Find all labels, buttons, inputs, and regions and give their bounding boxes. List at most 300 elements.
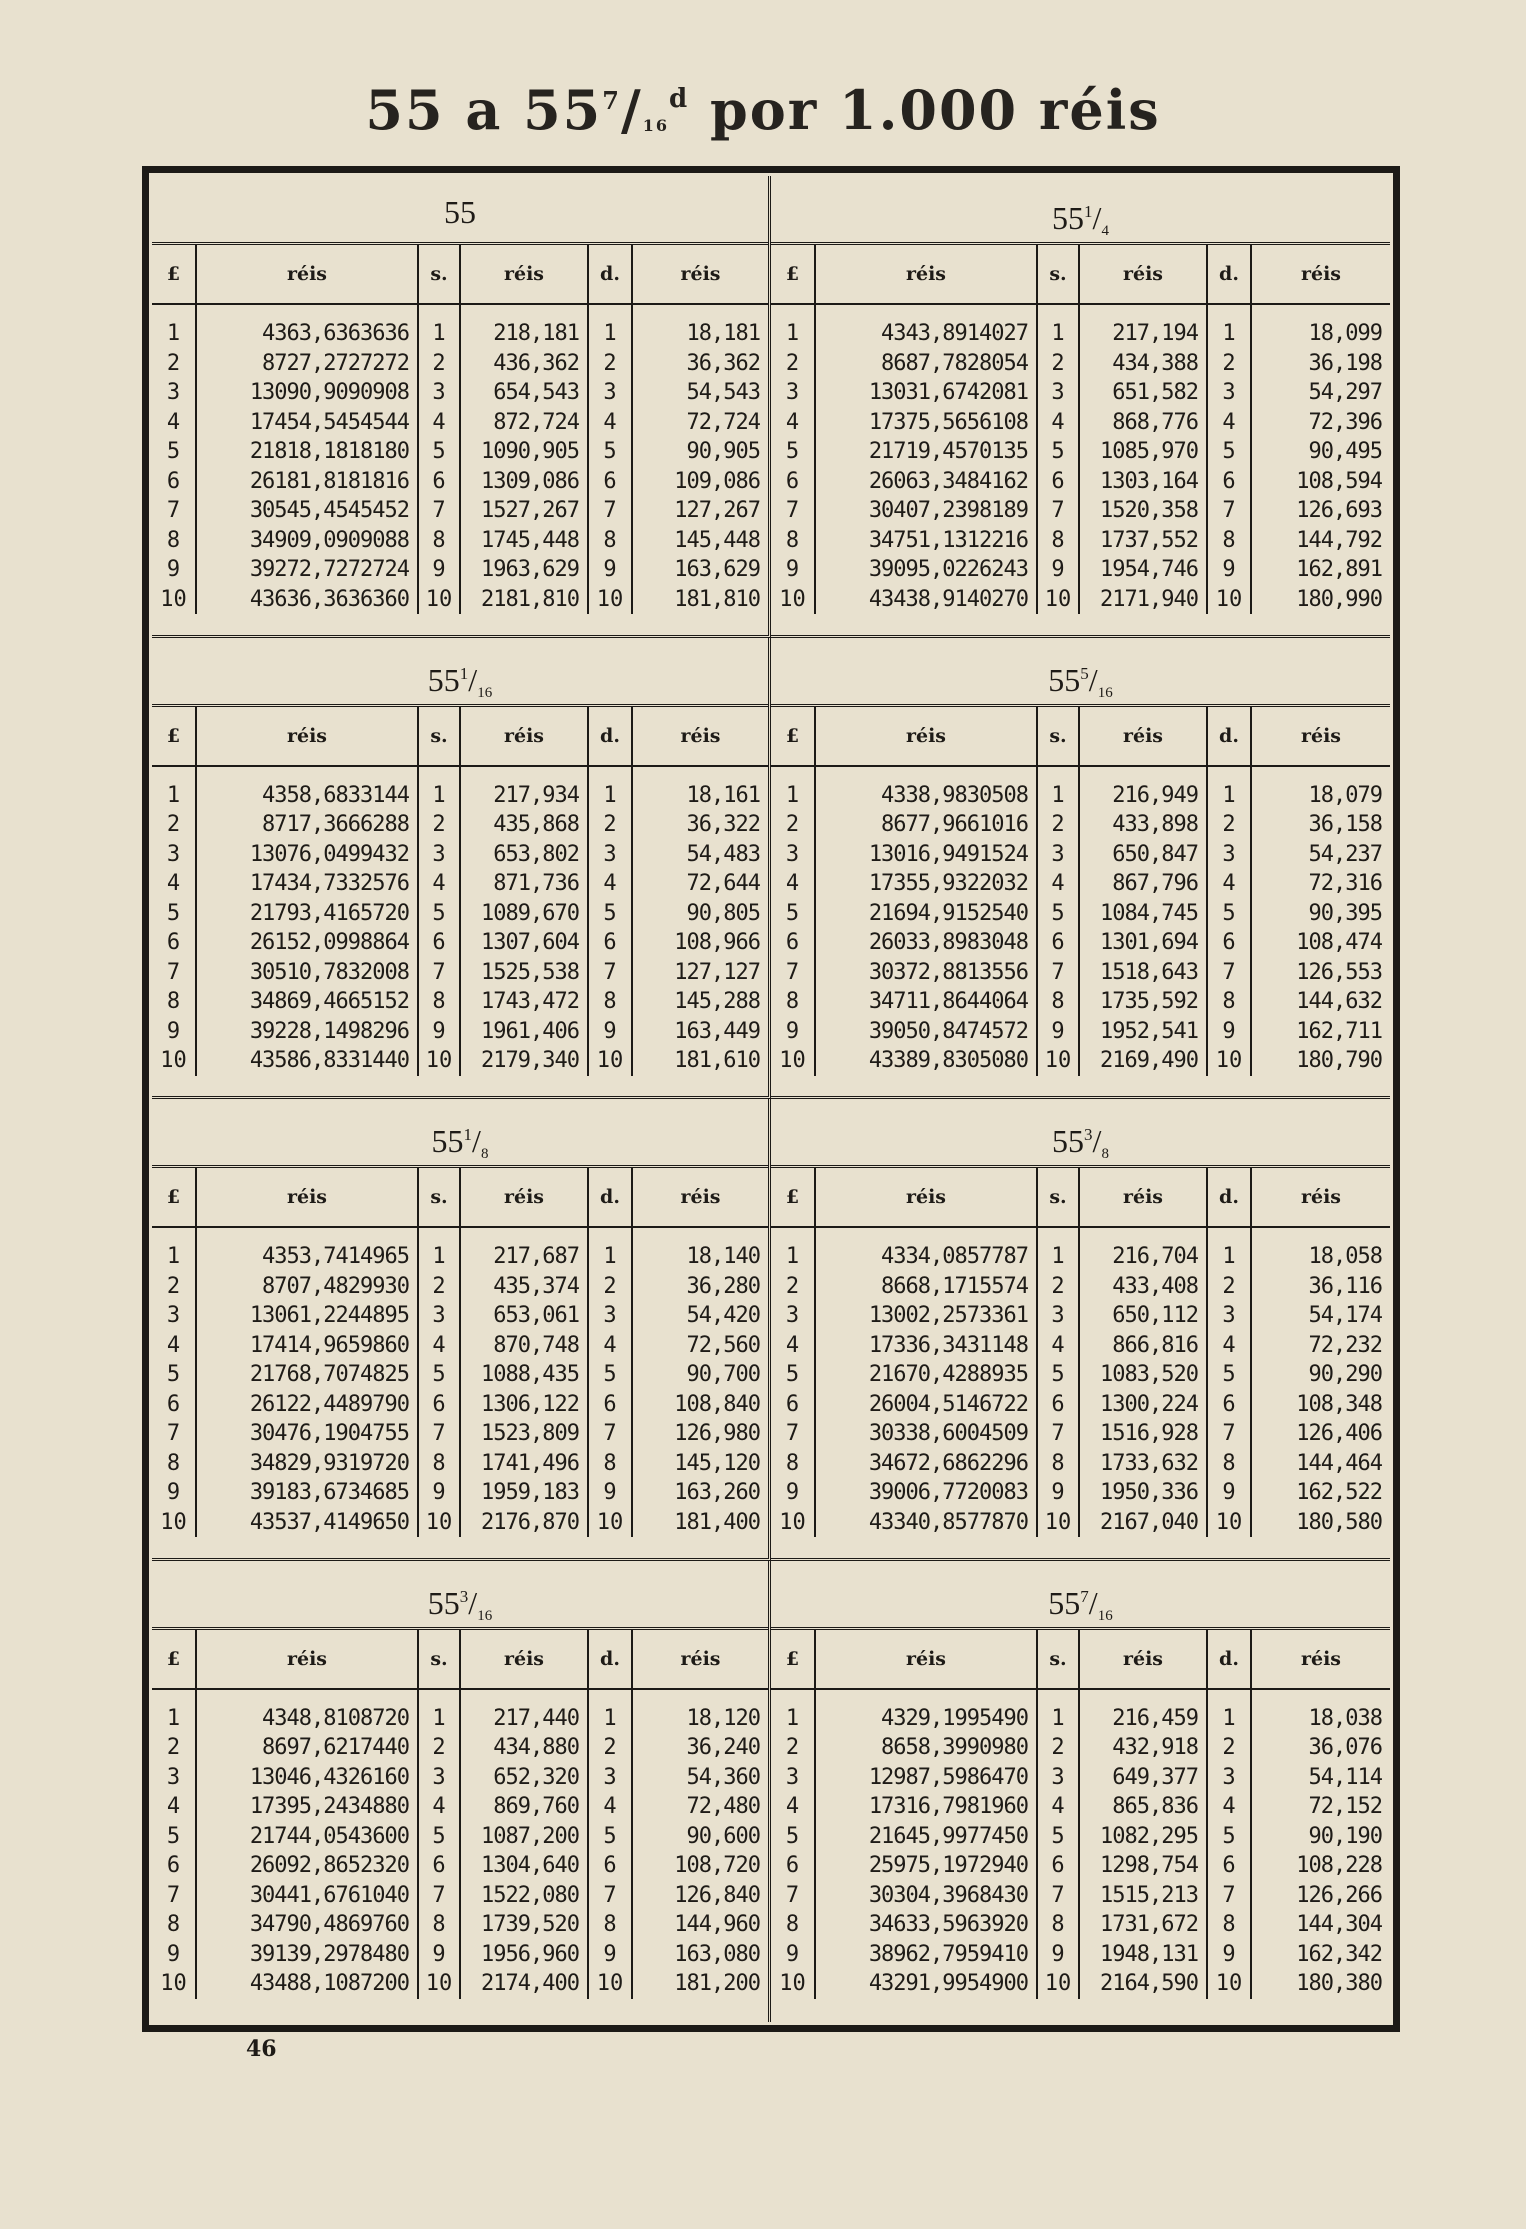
column-header: réis bbox=[1079, 245, 1207, 304]
value-cell: 1739,520 bbox=[460, 1910, 588, 1940]
table-row bbox=[771, 1733, 1390, 1763]
unit-cell: 1 bbox=[1207, 1689, 1251, 1734]
unit-cell: 7 bbox=[1207, 958, 1251, 988]
value-cell: 1741,496 bbox=[460, 1449, 588, 1479]
unit-cell: 10 bbox=[588, 585, 632, 615]
table-row bbox=[771, 349, 1390, 379]
value-cell: 867,796 bbox=[1079, 869, 1207, 899]
column-header: d. bbox=[1207, 1630, 1251, 1689]
unit-cell: 8 bbox=[1037, 1910, 1079, 1940]
value-cell: 1515,213 bbox=[1079, 1881, 1207, 1911]
column-header: d. bbox=[1207, 1168, 1251, 1227]
table-header-row bbox=[152, 245, 768, 304]
value-cell: 162,891 bbox=[1296, 557, 1382, 582]
value-cell: 868,776 bbox=[1079, 408, 1207, 438]
unit-cell: 6 bbox=[771, 1851, 815, 1881]
value-cell: 1952,541 bbox=[1079, 1017, 1207, 1047]
unit-cell: 7 bbox=[1037, 1419, 1079, 1449]
value-cell: 1959,183 bbox=[460, 1478, 588, 1508]
value-cell: 145,120 bbox=[674, 1450, 760, 1476]
unit-cell: 5 bbox=[588, 1360, 632, 1390]
value-cell: 18,181 bbox=[686, 321, 760, 346]
value-cell: 26181,8181816 bbox=[196, 467, 418, 497]
unit-cell: 10 bbox=[418, 1508, 460, 1538]
table-row bbox=[771, 1227, 1390, 1272]
unit-cell: 1 bbox=[588, 1689, 632, 1734]
value-cell: 866,816 bbox=[1079, 1331, 1207, 1361]
value-cell: 26122,4489790 bbox=[196, 1390, 418, 1420]
rate-table bbox=[152, 1099, 771, 1561]
column-header: réis bbox=[196, 1168, 418, 1227]
unit-cell: 6 bbox=[152, 928, 196, 958]
value-cell: 2181,810 bbox=[460, 585, 588, 615]
value-cell: 144,632 bbox=[1296, 989, 1382, 1014]
unit-cell: 8 bbox=[418, 1910, 460, 1940]
value-cell: 4348,8108720 bbox=[196, 1689, 418, 1734]
value-cell: 654,543 bbox=[460, 378, 588, 408]
value-cell: 26152,0998864 bbox=[196, 928, 418, 958]
unit-cell: 6 bbox=[1037, 1851, 1079, 1881]
value-cell: 36,076 bbox=[1308, 1735, 1382, 1760]
value-cell: 2174,400 bbox=[460, 1969, 588, 1999]
value-cell: 54,237 bbox=[1308, 841, 1382, 867]
unit-cell: 8 bbox=[152, 1449, 196, 1479]
unit-cell: 4 bbox=[152, 1331, 196, 1361]
value-cell: 181,610 bbox=[674, 1048, 760, 1073]
table-row bbox=[771, 467, 1390, 497]
table-row bbox=[152, 1910, 768, 1940]
unit-cell: 10 bbox=[152, 1969, 196, 1999]
value-cell: 13002,2573361 bbox=[815, 1301, 1037, 1331]
unit-cell: 8 bbox=[152, 987, 196, 1017]
value-cell: 4343,8914027 bbox=[815, 304, 1037, 349]
unit-cell: 4 bbox=[588, 1331, 632, 1361]
unit-cell: 3 bbox=[152, 378, 196, 408]
value-cell: 17375,5656108 bbox=[815, 408, 1037, 438]
unit-cell: 4 bbox=[1207, 1792, 1251, 1822]
rate-data-table bbox=[152, 1630, 768, 1999]
value-cell: 17414,9659860 bbox=[196, 1331, 418, 1361]
table-row bbox=[771, 1940, 1390, 1970]
value-cell: 43586,8331440 bbox=[196, 1046, 418, 1076]
table-row bbox=[771, 1331, 1390, 1361]
value-cell: 1298,754 bbox=[1079, 1851, 1207, 1881]
column-header: réis bbox=[632, 707, 768, 766]
value-cell: 72,316 bbox=[1308, 871, 1382, 896]
table-row bbox=[771, 1272, 1390, 1302]
unit-cell: 5 bbox=[1207, 1360, 1251, 1390]
unit-cell: 6 bbox=[418, 928, 460, 958]
value-cell: 30510,7832008 bbox=[196, 958, 418, 988]
value-cell: 30545,4545452 bbox=[196, 496, 418, 526]
value-cell: 39095,0226243 bbox=[815, 555, 1037, 585]
unit-cell: 4 bbox=[771, 869, 815, 899]
value-cell: 8727,2727272 bbox=[196, 349, 418, 379]
unit-cell: 5 bbox=[771, 899, 815, 929]
rate-whole: 55 bbox=[427, 661, 460, 698]
value-cell: 72,396 bbox=[1308, 409, 1382, 435]
unit-cell: 7 bbox=[152, 1419, 196, 1449]
unit-cell: 3 bbox=[771, 378, 815, 408]
unit-cell: 8 bbox=[588, 1449, 632, 1479]
unit-cell: 6 bbox=[152, 1851, 196, 1881]
table-row bbox=[771, 987, 1390, 1017]
value-cell: 43291,9954900 bbox=[815, 1969, 1037, 1999]
unit-cell: 1 bbox=[152, 766, 196, 811]
value-cell: 127,127 bbox=[674, 959, 760, 985]
value-cell: 18,140 bbox=[686, 1244, 760, 1269]
value-cell: 162,342 bbox=[1296, 1941, 1382, 1967]
column-header: d. bbox=[588, 1168, 632, 1227]
column-header: s. bbox=[1037, 707, 1079, 766]
table-row bbox=[152, 1419, 768, 1449]
unit-cell: 2 bbox=[418, 810, 460, 840]
value-cell: 38962,7959410 bbox=[815, 1940, 1037, 1970]
unit-cell: 6 bbox=[152, 467, 196, 497]
unit-cell: 8 bbox=[1037, 526, 1079, 556]
unit-cell: 7 bbox=[1207, 1881, 1251, 1911]
unit-cell: 2 bbox=[418, 349, 460, 379]
unit-cell: 6 bbox=[588, 928, 632, 958]
rate-fraction-numerator: 1 bbox=[1084, 202, 1093, 221]
column-header: s. bbox=[1037, 1630, 1079, 1689]
unit-cell: 9 bbox=[418, 1940, 460, 1970]
table-row bbox=[152, 378, 768, 408]
unit-cell: 3 bbox=[1207, 840, 1251, 870]
value-cell: 39228,1498296 bbox=[196, 1017, 418, 1047]
table-row bbox=[771, 1046, 1390, 1076]
value-cell: 90,395 bbox=[1308, 900, 1382, 926]
unit-cell: 2 bbox=[588, 1272, 632, 1302]
value-cell: 433,408 bbox=[1079, 1272, 1207, 1302]
value-cell: 2171,940 bbox=[1079, 585, 1207, 615]
table-row bbox=[152, 1227, 768, 1272]
unit-cell: 3 bbox=[588, 378, 632, 408]
unit-cell: 1 bbox=[1207, 304, 1251, 349]
rate-fraction-denominator: 4 bbox=[1101, 223, 1109, 239]
unit-cell: 1 bbox=[771, 1227, 815, 1272]
value-cell: 144,304 bbox=[1296, 1912, 1382, 1937]
value-cell: 43389,8305080 bbox=[815, 1046, 1037, 1076]
rate-table-heading: $55^3/_{16}$ bbox=[152, 1561, 768, 1630]
table-row bbox=[771, 1910, 1390, 1940]
value-cell: 21768,7074825 bbox=[196, 1360, 418, 1390]
rate-fraction-denominator: 16 bbox=[1097, 684, 1113, 701]
rate-table-heading: $55^5/_{16}$ bbox=[771, 638, 1390, 707]
column-header: réis bbox=[815, 1630, 1037, 1689]
unit-cell: 9 bbox=[152, 1017, 196, 1047]
rate-whole: 55 bbox=[1048, 661, 1081, 698]
value-cell: 869,760 bbox=[460, 1792, 588, 1822]
value-cell: 4338,9830508 bbox=[815, 766, 1037, 811]
table-row bbox=[152, 869, 768, 899]
value-cell: 26063,3484162 bbox=[815, 467, 1037, 497]
value-cell: 1525,538 bbox=[460, 958, 588, 988]
value-cell: 21818,1818180 bbox=[196, 437, 418, 467]
value-cell: 17454,5454544 bbox=[196, 408, 418, 438]
unit-cell: 10 bbox=[418, 1969, 460, 1999]
unit-cell: 5 bbox=[152, 1360, 196, 1390]
unit-cell: 3 bbox=[588, 1301, 632, 1331]
value-cell: 1954,746 bbox=[1079, 555, 1207, 585]
rate-table bbox=[771, 176, 1390, 638]
value-cell: 26092,8652320 bbox=[196, 1851, 418, 1881]
unit-cell: 7 bbox=[152, 1881, 196, 1911]
value-cell: 216,949 bbox=[1079, 766, 1207, 811]
title-main: 55 a 55 bbox=[365, 78, 603, 142]
unit-cell: 1 bbox=[152, 1689, 196, 1734]
unit-cell: 8 bbox=[1207, 987, 1251, 1017]
table-row bbox=[771, 437, 1390, 467]
unit-cell: 5 bbox=[418, 1822, 460, 1852]
value-cell: 34869,4665152 bbox=[196, 987, 418, 1017]
value-cell: 126,266 bbox=[1296, 1882, 1382, 1908]
table-row bbox=[152, 958, 768, 988]
unit-cell: 6 bbox=[1207, 467, 1251, 497]
table-row bbox=[152, 496, 768, 526]
unit-cell: 10 bbox=[1037, 1969, 1079, 1999]
unit-cell: 2 bbox=[152, 810, 196, 840]
unit-cell: 4 bbox=[771, 408, 815, 438]
unit-cell: 6 bbox=[1207, 1851, 1251, 1881]
value-cell: 2179,340 bbox=[460, 1046, 588, 1076]
unit-cell: 9 bbox=[771, 1017, 815, 1047]
value-cell: 163,629 bbox=[674, 557, 760, 582]
unit-cell: 8 bbox=[418, 987, 460, 1017]
value-cell: 39006,7720083 bbox=[815, 1478, 1037, 1508]
value-cell: 1516,928 bbox=[1079, 1419, 1207, 1449]
table-header-row bbox=[152, 1168, 768, 1227]
unit-cell: 1 bbox=[1207, 1227, 1251, 1272]
title-tail: por 1.000 réis bbox=[709, 78, 1161, 142]
unit-cell: 3 bbox=[1207, 1301, 1251, 1331]
unit-cell: 8 bbox=[152, 526, 196, 556]
unit-cell: 5 bbox=[152, 899, 196, 929]
unit-cell: 7 bbox=[588, 496, 632, 526]
unit-cell: 4 bbox=[1037, 1792, 1079, 1822]
unit-cell: 8 bbox=[1207, 1910, 1251, 1940]
unit-cell: 7 bbox=[588, 958, 632, 988]
table-row bbox=[771, 1301, 1390, 1331]
unit-cell: 9 bbox=[418, 1478, 460, 1508]
rate-whole: 55 bbox=[1052, 200, 1085, 236]
table-row bbox=[771, 810, 1390, 840]
value-cell: 8707,4829930 bbox=[196, 1272, 418, 1302]
value-cell: 26004,5146722 bbox=[815, 1390, 1037, 1420]
value-cell: 216,704 bbox=[1079, 1227, 1207, 1272]
unit-cell: 9 bbox=[1207, 1940, 1251, 1970]
unit-cell: 6 bbox=[588, 1390, 632, 1420]
unit-cell: 4 bbox=[588, 408, 632, 438]
value-cell: 43438,9140270 bbox=[815, 585, 1037, 615]
value-cell: 13031,6742081 bbox=[815, 378, 1037, 408]
table-row bbox=[771, 899, 1390, 929]
value-cell: 54,483 bbox=[686, 841, 760, 867]
unit-cell: 9 bbox=[588, 1940, 632, 1970]
unit-cell: 3 bbox=[771, 840, 815, 870]
value-cell: 21694,9152540 bbox=[815, 899, 1037, 929]
value-cell: 90,700 bbox=[686, 1362, 760, 1387]
unit-cell: 4 bbox=[152, 869, 196, 899]
unit-cell: 9 bbox=[418, 555, 460, 585]
unit-cell: 2 bbox=[418, 1733, 460, 1763]
rate-table-heading: $55^7/_{16}$ bbox=[771, 1561, 1390, 1630]
table-row bbox=[152, 585, 768, 615]
unit-cell: 1 bbox=[588, 304, 632, 349]
rate-table bbox=[152, 1561, 771, 2023]
value-cell: 36,240 bbox=[686, 1735, 760, 1760]
unit-cell: 5 bbox=[588, 437, 632, 467]
unit-cell: 2 bbox=[771, 1733, 815, 1763]
unit-cell: 5 bbox=[771, 1822, 815, 1852]
unit-cell: 5 bbox=[1037, 437, 1079, 467]
column-header: réis bbox=[1079, 1630, 1207, 1689]
column-header: réis bbox=[632, 1168, 768, 1227]
unit-cell: 10 bbox=[588, 1969, 632, 1999]
value-cell: 181,200 bbox=[674, 1971, 760, 1996]
unit-cell: 9 bbox=[1207, 555, 1251, 585]
value-cell: 36,362 bbox=[686, 350, 760, 376]
unit-cell: 4 bbox=[588, 869, 632, 899]
table-header-row bbox=[771, 707, 1390, 766]
value-cell: 1950,336 bbox=[1079, 1478, 1207, 1508]
value-cell: 180,790 bbox=[1296, 1048, 1382, 1073]
value-cell: 108,228 bbox=[1296, 1853, 1382, 1878]
column-header: réis bbox=[632, 1630, 768, 1689]
value-cell: 39183,6734685 bbox=[196, 1478, 418, 1508]
unit-cell: 2 bbox=[152, 349, 196, 379]
value-cell: 17395,2434880 bbox=[196, 1792, 418, 1822]
value-cell: 13090,9090908 bbox=[196, 378, 418, 408]
value-cell: 72,152 bbox=[1308, 1794, 1382, 1819]
table-row bbox=[152, 1851, 768, 1881]
value-cell: 21645,9977450 bbox=[815, 1822, 1037, 1852]
value-cell: 90,495 bbox=[1308, 439, 1382, 464]
column-header: réis bbox=[1251, 245, 1390, 304]
rate-fraction-numerator: 7 bbox=[1080, 1586, 1089, 1606]
unit-cell: 4 bbox=[771, 1331, 815, 1361]
unit-cell: 10 bbox=[152, 585, 196, 615]
value-cell: 54,360 bbox=[686, 1764, 760, 1790]
unit-cell: 8 bbox=[588, 526, 632, 556]
value-cell: 21744,0543600 bbox=[196, 1822, 418, 1852]
value-cell: 39139,2978480 bbox=[196, 1940, 418, 1970]
unit-cell: 10 bbox=[1207, 585, 1251, 615]
table-header-row bbox=[152, 1630, 768, 1689]
value-cell: 1087,200 bbox=[460, 1822, 588, 1852]
column-header: £ bbox=[771, 707, 815, 766]
unit-cell: 1 bbox=[418, 1227, 460, 1272]
unit-cell: 1 bbox=[771, 1689, 815, 1734]
unit-cell: 7 bbox=[418, 1881, 460, 1911]
unit-cell: 4 bbox=[418, 869, 460, 899]
value-cell: 30441,6761040 bbox=[196, 1881, 418, 1911]
unit-cell: 9 bbox=[1207, 1017, 1251, 1047]
value-cell: 72,480 bbox=[686, 1794, 760, 1819]
column-header: £ bbox=[771, 245, 815, 304]
unit-cell: 9 bbox=[1037, 555, 1079, 585]
value-cell: 18,079 bbox=[1308, 782, 1382, 808]
unit-cell: 3 bbox=[588, 1763, 632, 1793]
column-header: réis bbox=[460, 245, 588, 304]
table-row bbox=[152, 1360, 768, 1390]
rate-table-heading bbox=[152, 176, 768, 245]
unit-cell: 6 bbox=[1037, 928, 1079, 958]
unit-cell: 8 bbox=[418, 1449, 460, 1479]
unit-cell: 9 bbox=[1037, 1478, 1079, 1508]
unit-cell: 3 bbox=[1037, 1301, 1079, 1331]
value-cell: 8658,3990980 bbox=[815, 1733, 1037, 1763]
column-header: réis bbox=[815, 707, 1037, 766]
rate-data-table bbox=[771, 707, 1390, 1076]
value-cell: 17316,7981960 bbox=[815, 1792, 1037, 1822]
value-cell: 1737,552 bbox=[1079, 526, 1207, 556]
unit-cell: 2 bbox=[1037, 349, 1079, 379]
value-cell: 1523,809 bbox=[460, 1419, 588, 1449]
table-row bbox=[771, 1969, 1390, 1999]
unit-cell: 6 bbox=[418, 467, 460, 497]
unit-cell: 9 bbox=[152, 1940, 196, 1970]
value-cell: 54,543 bbox=[686, 380, 760, 405]
column-header: réis bbox=[1251, 707, 1390, 766]
unit-cell: 7 bbox=[771, 958, 815, 988]
value-cell: 18,058 bbox=[1308, 1244, 1382, 1269]
unit-cell: 5 bbox=[771, 1360, 815, 1390]
unit-cell: 6 bbox=[1207, 1390, 1251, 1420]
unit-cell: 5 bbox=[1207, 437, 1251, 467]
unit-cell: 10 bbox=[771, 1046, 815, 1076]
column-header: réis bbox=[1079, 1168, 1207, 1227]
unit-cell: 3 bbox=[771, 1763, 815, 1793]
table-row bbox=[771, 555, 1390, 585]
unit-cell: 3 bbox=[1037, 378, 1079, 408]
column-header: d. bbox=[1207, 707, 1251, 766]
unit-cell: 9 bbox=[588, 1017, 632, 1047]
value-cell: 13076,0499432 bbox=[196, 840, 418, 870]
value-cell: 216,459 bbox=[1079, 1689, 1207, 1734]
unit-cell: 10 bbox=[1037, 1046, 1079, 1076]
table-row bbox=[152, 304, 768, 349]
table-row bbox=[771, 1508, 1390, 1538]
value-cell: 21719,4570135 bbox=[815, 437, 1037, 467]
table-row bbox=[771, 585, 1390, 615]
unit-cell: 5 bbox=[418, 1360, 460, 1390]
table-row bbox=[152, 1301, 768, 1331]
table-row bbox=[771, 1478, 1390, 1508]
value-cell: 34751,1312216 bbox=[815, 526, 1037, 556]
value-cell: 109,086 bbox=[674, 468, 760, 494]
value-cell: 1956,960 bbox=[460, 1940, 588, 1970]
value-cell: 36,198 bbox=[1308, 350, 1382, 376]
unit-cell: 3 bbox=[418, 378, 460, 408]
title-fraction-denominator: 16 bbox=[642, 116, 669, 135]
unit-cell: 6 bbox=[588, 467, 632, 497]
value-cell: 108,474 bbox=[1296, 930, 1382, 955]
value-cell: 21670,4288935 bbox=[815, 1360, 1037, 1390]
table-row bbox=[152, 1969, 768, 1999]
column-header: réis bbox=[1251, 1168, 1390, 1227]
value-cell: 435,374 bbox=[460, 1272, 588, 1302]
value-cell: 145,448 bbox=[674, 527, 760, 553]
unit-cell: 4 bbox=[418, 1792, 460, 1822]
unit-cell: 5 bbox=[1207, 1822, 1251, 1852]
unit-cell: 10 bbox=[1037, 1508, 1079, 1538]
value-cell: 2164,590 bbox=[1079, 1969, 1207, 1999]
unit-cell: 2 bbox=[418, 1272, 460, 1302]
unit-cell: 6 bbox=[1207, 928, 1251, 958]
value-cell: 652,320 bbox=[460, 1763, 588, 1793]
column-header: réis bbox=[815, 1168, 1037, 1227]
